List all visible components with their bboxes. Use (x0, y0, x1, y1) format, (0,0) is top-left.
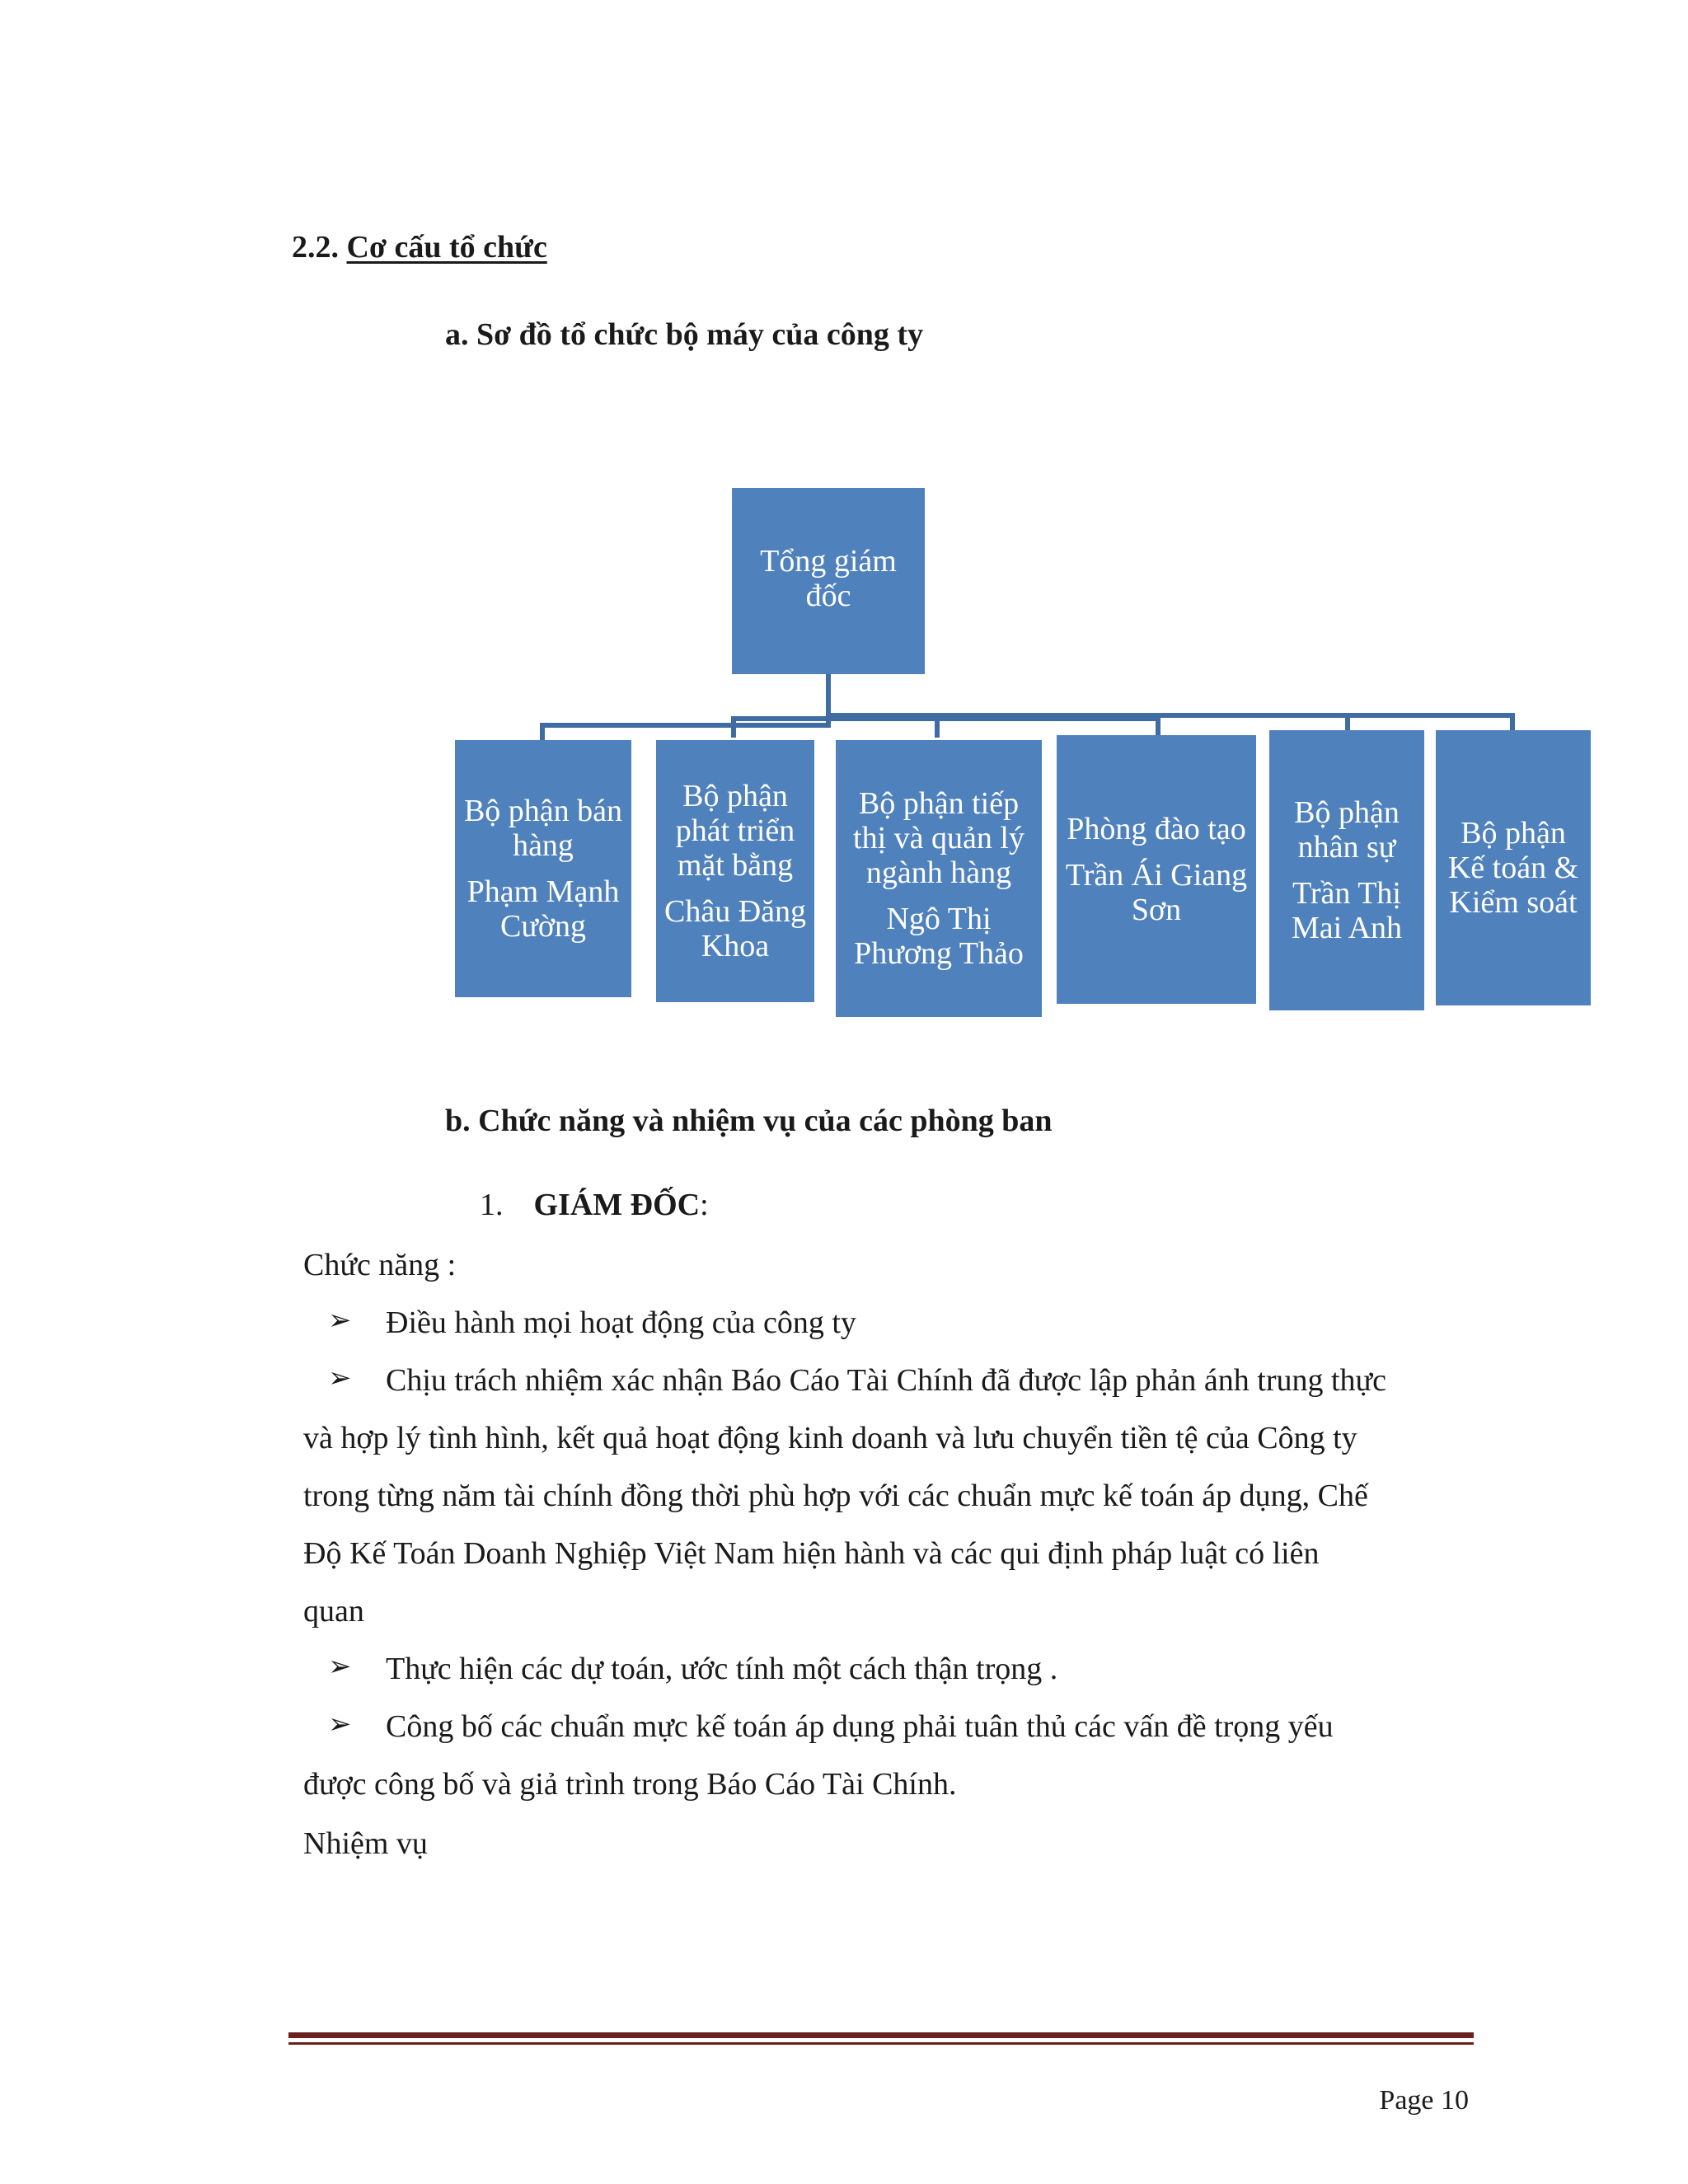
arrow-bullet-icon: ➢ (328, 1709, 352, 1740)
bullet-continuation-line: và hợp lý tình hình, kết quả hoạt động kinh doanh và lưu chuyển tiền tệ của Công ty (303, 1421, 1357, 1455)
list-item-title: GIÁM ĐỐC (533, 1188, 701, 1222)
bullet-item: Thực hiện các dự toán, ước tính một cách thận trọng . (386, 1652, 1058, 1686)
page-number: Page 10 (1379, 2085, 1469, 2116)
arrow-bullet-icon: ➢ (328, 1652, 352, 1682)
org-node-root-label: Tổng giám đốc (760, 544, 897, 613)
org-node-sales-head: Phạm Mạnh Cường (467, 874, 620, 944)
bullet-item: Chịu trách nhiệm xác nhận Báo Cáo Tài Chính đã được lập phản ánh trung thực (386, 1363, 1387, 1398)
org-node-training (1057, 735, 1256, 1004)
arrow-bullet-icon: ➢ (328, 1363, 352, 1394)
chuc-nang-label: Chức năng : (303, 1248, 457, 1282)
org-node-site-development-name: Bộ phận phát triển mặt bằng (675, 779, 795, 883)
org-node-accounting-name: Bộ phận Kế toán & Kiểm soát (1447, 816, 1579, 920)
section-number: 2.2. (292, 230, 339, 265)
org-node-hr (1269, 730, 1424, 1010)
org-node-site-development (656, 740, 814, 1002)
footer-rule (288, 2032, 1474, 2038)
bullet-continuation-line: trong từng năm tài chính đồng thời phù hợp với các chuẩn mực kế toán áp dụng, Chế (303, 1479, 1368, 1513)
list-item-giam-doc (480, 1187, 709, 1223)
org-node-accounting (1436, 730, 1591, 1005)
section-title: Cơ cấu tổ chức (346, 230, 547, 265)
nhiem-vu-label: Nhiệm vụ (303, 1826, 428, 1861)
bullet-item: Điều hành mọi hoạt động của công ty (386, 1305, 856, 1340)
bullet-continuation-line: được công bố và giả trình trong Báo Cáo Tài Chính. (303, 1767, 957, 1802)
footer-rule-thin (288, 2042, 1474, 2045)
subheading-b: b. Chức năng và nhiệm vụ của các phòng ban (445, 1104, 1053, 1138)
org-node-training-name: Phòng đào tạo (1067, 812, 1246, 846)
list-item-suffix: : (700, 1188, 709, 1222)
org-node-sales-name: Bộ phận bán hàng (463, 794, 623, 863)
org-node-sales (455, 740, 631, 997)
bullet-item: Công bố các chuẩn mực kế toán áp dụng phải tuân thủ các vấn đề trọng yếu (386, 1709, 1334, 1744)
arrow-bullet-icon: ➢ (328, 1305, 352, 1336)
subheading-a: a. Sơ đồ tổ chức bộ máy của công ty (445, 317, 924, 352)
org-node-site-development-head: Châu Đăng Khoa (663, 894, 807, 963)
org-node-marketing (836, 740, 1042, 1017)
org-node-hr-head: Trần Thị Mai Anh (1291, 876, 1403, 945)
org-node-marketing-head: Ngô Thị Phương Thảo (854, 902, 1024, 971)
org-node-training-head: Trần Ái Giang Sơn (1065, 858, 1248, 927)
org-node-root (732, 488, 925, 674)
list-item-number: 1. (480, 1188, 504, 1222)
org-node-hr-name: Bộ phận nhân sự (1294, 795, 1400, 865)
org-node-marketing-name: Bộ phận tiếp thị và quản lý ngành hàng (853, 786, 1025, 890)
bullet-continuation-line: quan (303, 1594, 364, 1629)
bullet-continuation-line: Độ Kế Toán Doanh Nghiệp Việt Nam hiện hành và các qui định pháp luật có liên (303, 1536, 1320, 1571)
